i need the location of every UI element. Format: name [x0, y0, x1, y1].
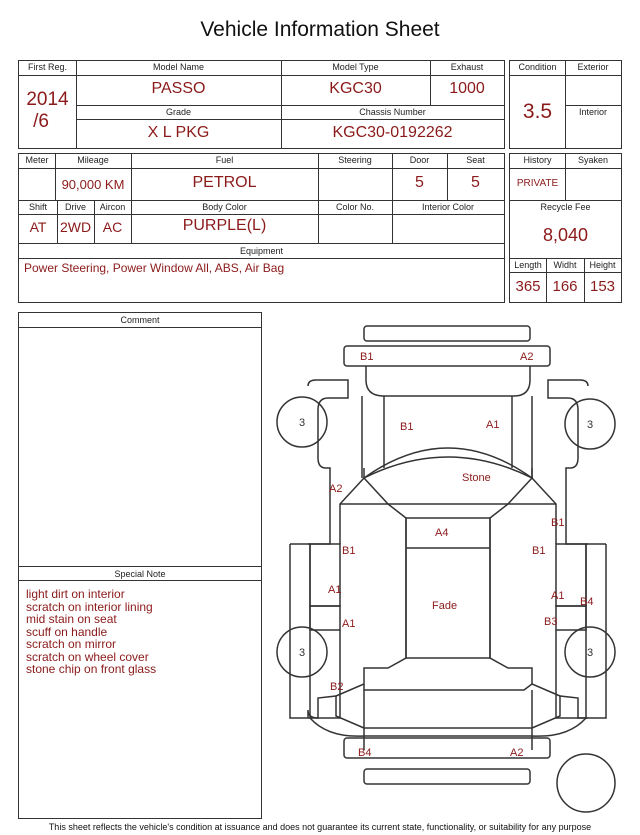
height-value: 153	[589, 278, 616, 295]
right-rear-door	[556, 606, 586, 630]
left-cabin	[336, 504, 406, 696]
right-rear-pillar	[532, 718, 586, 750]
special-note-item: stone chip on front glass	[26, 662, 157, 676]
special-note-item: scratch on mirror	[26, 637, 117, 651]
body-color-value: PURPLE(L)	[182, 217, 267, 234]
left-rear-door	[310, 606, 340, 630]
condition-label: Condition	[518, 62, 557, 72]
code-left-fender: A2	[329, 483, 343, 495]
code-hood-right: A1	[486, 419, 500, 431]
roof-panel	[406, 518, 490, 658]
first-reg-year: 2014	[26, 89, 69, 110]
code-left-front-door-top: B1	[342, 545, 356, 557]
recycle-fee-label: Recycle Fee	[540, 202, 591, 212]
mileage-label: Mileage	[77, 155, 109, 165]
exterior-label: Exterior	[577, 62, 609, 72]
equipment-value: Power Steering, Power Window All, ABS, Air Bag	[24, 261, 285, 275]
special-note-list	[26, 588, 156, 676]
length-value: 365	[515, 278, 541, 295]
drive-label: Drive	[64, 202, 86, 212]
special-note-label: Special Note	[114, 569, 166, 579]
exhaust-value: 1000	[449, 80, 485, 97]
spec-table	[18, 153, 505, 303]
code-wheel-front-right: 3	[586, 419, 594, 431]
basic-info-table	[18, 60, 505, 149]
hood-outline	[362, 396, 532, 478]
code-right-rear-door-bottom: B3	[544, 616, 558, 628]
code-wheel-rear-left: 3	[298, 647, 306, 659]
grade-value: X L PKG	[147, 124, 210, 141]
history-label: History	[523, 155, 552, 165]
interior-color-label: Interior Color	[421, 202, 475, 212]
model-type-value: KGC30	[329, 80, 382, 97]
grade-label: Grade	[165, 107, 191, 117]
width-value: 166	[552, 278, 578, 295]
front-grille-bar	[364, 326, 530, 341]
code-right-front-door-top: B1	[532, 545, 546, 557]
code-left-rear-door-bottom: A1	[342, 618, 356, 630]
code-front-bumper-left: B1	[360, 351, 374, 363]
chassis-value: KGC30-0192262	[332, 124, 453, 141]
code-hood-left: B1	[400, 421, 414, 433]
aircon-label: Aircon	[99, 202, 126, 212]
model-name-label: Model Name	[152, 62, 205, 72]
left-front-door	[310, 544, 340, 606]
code-wheel-rear-right: 3	[586, 647, 594, 659]
front-apron	[366, 366, 530, 396]
condition-table	[509, 60, 622, 149]
syaken-label: Syaken	[577, 155, 609, 165]
recycle-fee-value: 8,040	[542, 225, 589, 245]
spare-tire-icon	[557, 754, 615, 812]
drive-value: 2WD	[59, 219, 92, 235]
footer-disclaimer: This sheet reflects the vehicle's condition at issuance and does not guarantee its current state, functionality, or suitability for any purpose	[48, 822, 592, 832]
code-front-bumper-right: A2	[520, 351, 534, 363]
comment-label: Comment	[120, 315, 160, 325]
page-title: Vehicle Information Sheet	[200, 18, 440, 41]
code-roof: A4	[435, 527, 449, 539]
left-door-strip	[290, 544, 310, 718]
rear-hatch	[364, 690, 532, 728]
door-label: Door	[409, 155, 430, 165]
steering-label: Steering	[338, 155, 372, 165]
model-name-value: PASSO	[151, 80, 206, 97]
equipment-label: Equipment	[239, 246, 284, 256]
car-damage-diagram	[268, 318, 628, 823]
door-value: 5	[415, 174, 424, 191]
first-reg-month: /6	[33, 111, 49, 132]
code-right-quarter: B4	[580, 596, 594, 608]
length-label: Length	[514, 260, 542, 270]
fuel-value: PETROL	[192, 174, 257, 191]
code-left-quarter: B2	[330, 681, 344, 693]
left-front-fender	[308, 380, 348, 544]
exhaust-label: Exhaust	[450, 62, 484, 72]
code-windshield: Stone	[462, 472, 491, 484]
right-cabin	[490, 504, 560, 696]
comment-box	[18, 312, 262, 819]
body-color-label: Body Color	[202, 202, 247, 212]
windshield	[364, 448, 532, 478]
fuel-label: Fuel	[215, 155, 234, 165]
seat-value: 5	[471, 174, 480, 191]
special-note-item: mid stain on seat	[26, 612, 117, 626]
height-label: Height	[589, 260, 616, 270]
history-value: PRIVATE	[516, 178, 559, 189]
first-reg-label: First Reg.	[27, 62, 67, 72]
right-side	[556, 544, 586, 718]
code-rear-bumper-right: A2	[510, 747, 524, 759]
code-roof-rear: Fade	[432, 600, 458, 612]
rear-window	[364, 684, 532, 690]
code-right-rear-door: A1	[551, 590, 565, 602]
interior-label: Interior	[578, 107, 607, 117]
chassis-label: Chassis Number	[359, 107, 426, 117]
shift-value: AT	[29, 219, 47, 235]
shift-label: Shift	[28, 202, 47, 212]
left-rear-pillar	[310, 718, 364, 750]
meter-label: Meter	[25, 155, 49, 165]
condition-value: 3.5	[522, 100, 553, 123]
code-wheel-front-left: 3	[298, 417, 306, 429]
model-type-label: Model Type	[332, 62, 379, 72]
special-note-item: light dirt on interior	[26, 587, 125, 601]
seat-label: Seat	[466, 155, 485, 165]
special-note-item: scuff on handle	[26, 624, 108, 639]
special-note-item: scratch on interior lining	[26, 599, 153, 614]
code-right-fender: B1	[551, 517, 565, 529]
mileage-value: 90,000 KM	[61, 177, 125, 192]
code-left-rear-door: A1	[328, 584, 342, 596]
code-rear-bumper-left: B4	[358, 747, 372, 759]
windshield-inner	[364, 457, 532, 504]
width-label: Widht	[553, 260, 577, 270]
rear-lower	[364, 728, 532, 736]
special-note-item: scratch on wheel cover	[26, 649, 149, 664]
rear-bar	[364, 769, 530, 784]
color-no-label: Color No.	[335, 202, 374, 212]
aircon-value: AC	[102, 219, 123, 235]
history-table	[509, 153, 622, 303]
